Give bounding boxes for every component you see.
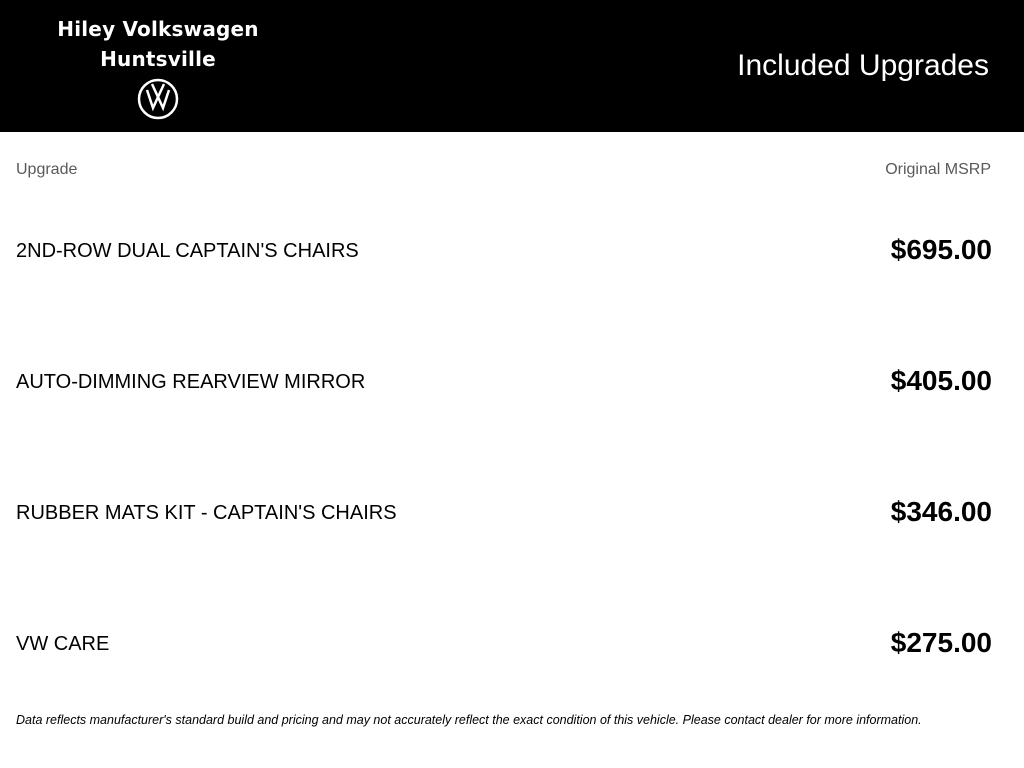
- dealer-name-line2: Huntsville: [100, 47, 216, 71]
- column-header-msrp: Original MSRP: [885, 161, 991, 178]
- upgrade-price: $405.00: [890, 365, 992, 396]
- upgrade-price: $695.00: [890, 234, 992, 265]
- column-header-upgrade: Upgrade: [16, 161, 78, 178]
- upgrade-name: 2ND-ROW DUAL CAPTAIN'S CHAIRS: [16, 240, 359, 262]
- dealer-name-line1: Hiley Volkswagen: [57, 17, 259, 41]
- dealer-logo: [48, 14, 268, 120]
- upgrade-price: $346.00: [890, 496, 992, 527]
- page-title: Included Upgrades: [737, 49, 989, 82]
- vw-logo-icon: [137, 78, 179, 120]
- upgrade-price: $275.00: [890, 627, 992, 658]
- table-row: [16, 623, 992, 663]
- table-row: [16, 492, 992, 532]
- table-row: [16, 361, 992, 401]
- upgrade-name: RUBBER MATS KIT - CAPTAIN'S CHAIRS: [16, 502, 397, 524]
- page-header: [0, 0, 1024, 132]
- upgrade-name: VW CARE: [16, 633, 110, 655]
- upgrade-name: AUTO-DIMMING REARVIEW MIRROR: [16, 371, 366, 393]
- table-row: [16, 230, 992, 270]
- disclaimer-text: Data reflects manufacturer's standard build and pricing and may not accurately reflect the exact condition of this vehicle. Please contact dealer for more information.: [16, 713, 922, 727]
